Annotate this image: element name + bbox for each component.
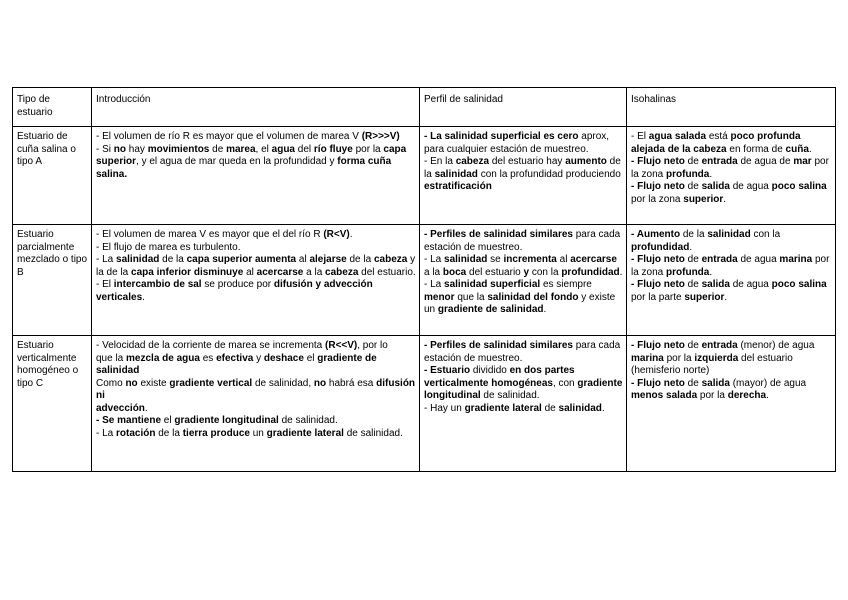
bold-text: - Flujo neto <box>631 156 685 167</box>
cell-line <box>424 340 623 365</box>
bold-text: profundidad <box>561 266 620 278</box>
cell-line <box>631 279 832 304</box>
bold-text: capa superior <box>96 143 407 167</box>
bold-text: - Flujo neto <box>631 340 685 351</box>
text-run: . <box>709 168 713 180</box>
text-run: a la <box>424 266 443 278</box>
text-run: - La <box>424 254 445 265</box>
text-run: al <box>556 254 571 265</box>
bold-text: - Aumento <box>631 229 681 240</box>
text-run: del estuario <box>466 266 524 278</box>
text-run: . <box>766 390 769 401</box>
isohalinas-cell <box>627 127 836 225</box>
bold-text: superior <box>683 193 724 205</box>
text-run: de la <box>680 229 708 240</box>
text-run: de agua de <box>737 156 794 167</box>
bold-text: incrementa <box>503 254 557 265</box>
bold-text: profunda <box>666 168 710 180</box>
bold-text: salida <box>701 377 730 389</box>
text-run: de la <box>346 254 374 265</box>
bold-text: salinidad superficial <box>444 279 541 290</box>
cell-line <box>424 365 623 403</box>
type-cell: Estuario de cuña salina o tipo A <box>13 127 92 225</box>
text-run: de <box>684 279 702 290</box>
bold-text: (R<V) <box>323 229 350 240</box>
cell-line <box>96 242 416 255</box>
text-run: que la <box>454 291 488 303</box>
cell-line <box>96 415 416 428</box>
text-run: por la zona <box>631 193 684 205</box>
header-perfil: Perfil de salinidad <box>420 88 627 127</box>
text-run: de la <box>424 156 621 180</box>
cell-line <box>631 254 832 279</box>
bold-text: agua <box>271 143 295 155</box>
bold-text: - La salinidad superficial es cero <box>424 131 579 142</box>
bold-text: derecha <box>727 390 767 401</box>
text-run: de <box>684 156 702 167</box>
text-run: está <box>706 131 731 142</box>
bold-text: poco salina <box>771 181 827 192</box>
cell-line <box>631 340 832 378</box>
bold-text: gradiente de salinidad <box>96 352 377 376</box>
text-run: del estuario. <box>358 266 416 278</box>
bold-text: salida <box>701 181 730 192</box>
bold-text: agua salada <box>648 131 707 142</box>
bold-text: - Se mantiene <box>96 415 162 426</box>
bold-text: intercambio de sal <box>113 279 202 290</box>
text-run: aprox, para cualquier estación de muestreo. <box>424 131 610 155</box>
bold-text: cuña <box>785 143 809 155</box>
cell-line <box>424 229 623 254</box>
text-run: por la parte <box>631 291 685 303</box>
text-run: . <box>142 291 145 303</box>
text-run: y <box>253 352 264 364</box>
text-run: se produce por <box>201 279 274 290</box>
bold-text: boca <box>442 266 467 278</box>
text-run: , por lo <box>357 340 388 351</box>
text-run: de agua <box>729 279 772 290</box>
text-run: existe <box>137 377 170 389</box>
text-run: de <box>209 143 227 155</box>
text-run: de agua <box>737 254 780 265</box>
cell-line <box>631 378 832 403</box>
text-run: . <box>543 304 547 315</box>
perfil-cell <box>420 225 627 336</box>
isohalinas-cell <box>627 225 836 336</box>
bold-text: aumento <box>565 156 607 167</box>
estuary-table-container <box>12 87 836 472</box>
bold-text: acercarse <box>256 266 304 278</box>
cell-line <box>96 279 416 304</box>
text-run: - La <box>96 254 117 265</box>
bold-text: entrada <box>701 254 738 265</box>
text-run: habrá esa <box>326 377 377 389</box>
text-run: , el <box>255 143 272 155</box>
text-run: el <box>303 352 318 364</box>
text-run: un <box>249 427 267 439</box>
bold-text: efectiva <box>216 352 254 364</box>
cell-line <box>96 254 416 279</box>
text-run: es siempre <box>540 279 592 290</box>
cell-line <box>96 144 416 182</box>
perfil-cell <box>420 336 627 472</box>
text-run: en forma de <box>726 143 786 155</box>
text-run: de agua <box>729 181 772 192</box>
text-run: - Si <box>96 143 114 155</box>
bold-text: - Flujo neto <box>631 254 685 265</box>
cell-line <box>96 353 416 378</box>
perfil-cell <box>420 127 627 225</box>
text-run: . <box>349 229 353 240</box>
bold-text: advección <box>96 402 145 414</box>
bold-text: cabeza <box>373 254 408 265</box>
bold-text: izquierda <box>694 352 739 364</box>
cell-line <box>631 229 832 254</box>
cell-line <box>424 403 623 416</box>
bold-text: profundidad <box>631 241 690 253</box>
text-run: . <box>619 266 623 278</box>
text-run: de salinidad. <box>278 415 338 426</box>
isohalinas-cell <box>627 336 836 472</box>
bold-text: poco salina <box>771 279 827 290</box>
text-run: y la de la <box>96 254 416 278</box>
intro-cell <box>92 336 420 472</box>
cell-line <box>96 403 416 416</box>
bold-text: mezcla de agua <box>126 352 200 364</box>
bold-text: alejarse <box>309 254 347 265</box>
bold-text: salinidad <box>434 168 478 180</box>
bold-text: marina <box>631 352 664 364</box>
text-run: de la <box>155 427 183 439</box>
bold-text: menos salada <box>631 390 698 401</box>
text-run: de salinidad. <box>480 390 540 401</box>
text-run: al <box>296 254 310 265</box>
bold-text: gradiente lateral <box>464 402 542 414</box>
text-run: . <box>601 402 605 414</box>
text-run: de <box>684 254 702 265</box>
bold-text: difusión y advección verticales <box>96 279 373 303</box>
text-run: Como <box>96 377 126 389</box>
bold-text: - Perfiles de salinidad similares <box>424 340 573 351</box>
bold-text: poco profunda alejada de la cabeza <box>631 131 801 155</box>
text-run: - El volumen de marea V es mayor que el del río R <box>96 229 324 240</box>
text-run: - El <box>96 279 114 290</box>
text-run: - El volumen de río R es mayor que el volumen de marea V <box>96 131 362 142</box>
text-run: para cada estación de muestreo. <box>424 340 621 364</box>
text-run: por la <box>663 352 695 364</box>
text-run: a la <box>303 266 326 278</box>
bold-text: salida <box>701 279 730 290</box>
bold-text: - Perfiles de salinidad similares <box>424 229 573 240</box>
cell-line <box>424 131 623 156</box>
bold-text: entrada <box>701 340 738 351</box>
bold-text: difusión ni <box>96 377 416 401</box>
text-run: - La <box>96 427 117 439</box>
bold-text: salinidad <box>558 402 602 414</box>
bold-text: entrada <box>701 156 738 167</box>
bold-text: y <box>523 266 530 278</box>
bold-text: (R<<V) <box>325 340 358 351</box>
cell-line <box>96 131 416 144</box>
text-run: . <box>709 266 713 278</box>
cell-line <box>631 181 832 206</box>
text-run: por la zona <box>631 254 830 278</box>
bold-text: no <box>113 143 126 155</box>
cell-line <box>96 229 416 242</box>
header-isohalinas: Isohalinas <box>627 88 836 127</box>
text-run: de <box>684 377 702 389</box>
bold-text: acercarse <box>570 254 617 265</box>
header-introduccion: Introducción <box>92 88 420 127</box>
bold-text: profunda <box>666 266 710 278</box>
text-run: de la <box>159 254 187 265</box>
bold-text: menor <box>424 291 455 303</box>
bold-text: gradiente lateral <box>266 427 344 439</box>
text-run: con la profundidad produciendo <box>477 168 621 180</box>
bold-text: salinidad <box>444 254 488 265</box>
text-run: de <box>684 181 702 192</box>
bold-text: capa superior aumenta <box>186 254 297 265</box>
text-run: , y el agua de mar queda en la profundidad y <box>136 156 338 167</box>
bold-text: marea <box>226 143 256 155</box>
text-run: . <box>144 402 148 414</box>
text-run: el <box>161 415 175 426</box>
estuary-classification-table <box>12 87 836 472</box>
type-cell: Estuario parcialmente mezclado o tipo B <box>13 225 92 336</box>
text-run: de salinidad, <box>252 377 314 389</box>
text-run: de <box>684 340 702 351</box>
bold-text: capa inferior disminuye <box>131 266 244 278</box>
bold-text: cabeza <box>455 156 490 167</box>
text-run: hay <box>126 143 148 155</box>
table-row <box>13 225 836 336</box>
cell-line <box>424 279 623 317</box>
text-run: . <box>723 193 727 205</box>
text-run: - El <box>631 131 649 142</box>
table-row <box>13 336 836 472</box>
bold-text: (R>>>V) <box>361 131 400 142</box>
table-header-row <box>13 88 836 127</box>
text-run: - La <box>424 279 445 290</box>
bold-text: superior <box>684 291 725 303</box>
cell-line <box>96 428 416 441</box>
bold-text: gradiente vertical <box>169 377 253 389</box>
bold-text: río fluye <box>313 143 353 155</box>
text-run: para cada estación de muestreo. <box>424 229 621 253</box>
text-run: . <box>808 143 812 155</box>
text-run: con la <box>750 229 781 240</box>
text-run: , con <box>552 377 578 389</box>
bold-text: no <box>313 377 327 389</box>
text-run: del <box>295 143 314 155</box>
bold-text: rotación <box>116 427 156 439</box>
bold-text: estratificación <box>424 181 492 192</box>
bold-text: marina <box>779 254 813 265</box>
bold-text: salinidad <box>707 229 751 240</box>
bold-text: salinidad <box>116 254 160 265</box>
text-run: - Hay un <box>424 402 465 414</box>
bold-text: salinidad del fondo <box>487 291 579 303</box>
text-run: . <box>689 241 693 253</box>
bold-text: en dos partes verticalmente homogéneas <box>424 365 575 389</box>
bold-text: forma cuña salina. <box>96 156 392 180</box>
cell-line <box>631 156 832 181</box>
text-run: - En la <box>424 156 456 167</box>
text-run: . <box>724 291 728 303</box>
text-run: que la <box>96 352 127 364</box>
bold-text: gradiente de salinidad <box>437 304 544 315</box>
cell-line <box>631 131 832 156</box>
text-run: de <box>541 402 559 414</box>
intro-cell <box>92 225 420 336</box>
text-run: (menor) de agua <box>737 340 815 351</box>
header-tipo: Tipo de estuario <box>13 88 92 127</box>
bold-text: - Flujo neto <box>631 279 685 290</box>
text-run: del estuario (hemisferio norte) <box>631 352 793 376</box>
text-run: (mayor) de agua <box>729 377 807 389</box>
bold-text: - Flujo neto <box>631 377 685 389</box>
text-run: - El flujo de marea es turbulento. <box>96 241 241 253</box>
text-run: se <box>487 254 504 265</box>
bold-text: gradiente longitudinal <box>424 377 623 401</box>
text-run: dividido <box>470 365 510 376</box>
table-row <box>13 127 836 225</box>
text-run: por la zona <box>631 156 829 180</box>
text-run: es <box>199 352 217 364</box>
cell-line <box>96 340 416 353</box>
text-run: por la <box>352 143 384 155</box>
bold-text: movimientos <box>147 143 210 155</box>
text-run: de salinidad. <box>343 427 403 439</box>
text-run: al <box>243 266 257 278</box>
bold-text: tierra produce <box>182 427 250 439</box>
bold-text: gradiente longitudinal <box>174 415 279 426</box>
type-cell: Estuario verticalmente homogéneo o tipo C <box>13 336 92 472</box>
text-run: por la <box>697 390 728 401</box>
intro-cell <box>92 127 420 225</box>
cell-line <box>96 378 416 403</box>
text-run: y existe un <box>424 291 616 315</box>
bold-text: mar <box>793 156 812 167</box>
bold-text: deshace <box>263 352 304 364</box>
bold-text: no <box>125 377 138 389</box>
text-run: del estuario hay <box>489 156 566 167</box>
cell-line <box>424 254 623 279</box>
bold-text: cabeza <box>325 266 359 278</box>
text-run: - Velocidad de la corriente de marea se incrementa <box>96 340 326 351</box>
bold-text: - Estuario <box>424 365 471 376</box>
text-run: con la <box>529 266 562 278</box>
cell-line <box>424 156 623 194</box>
bold-text: - Flujo neto <box>631 181 685 192</box>
